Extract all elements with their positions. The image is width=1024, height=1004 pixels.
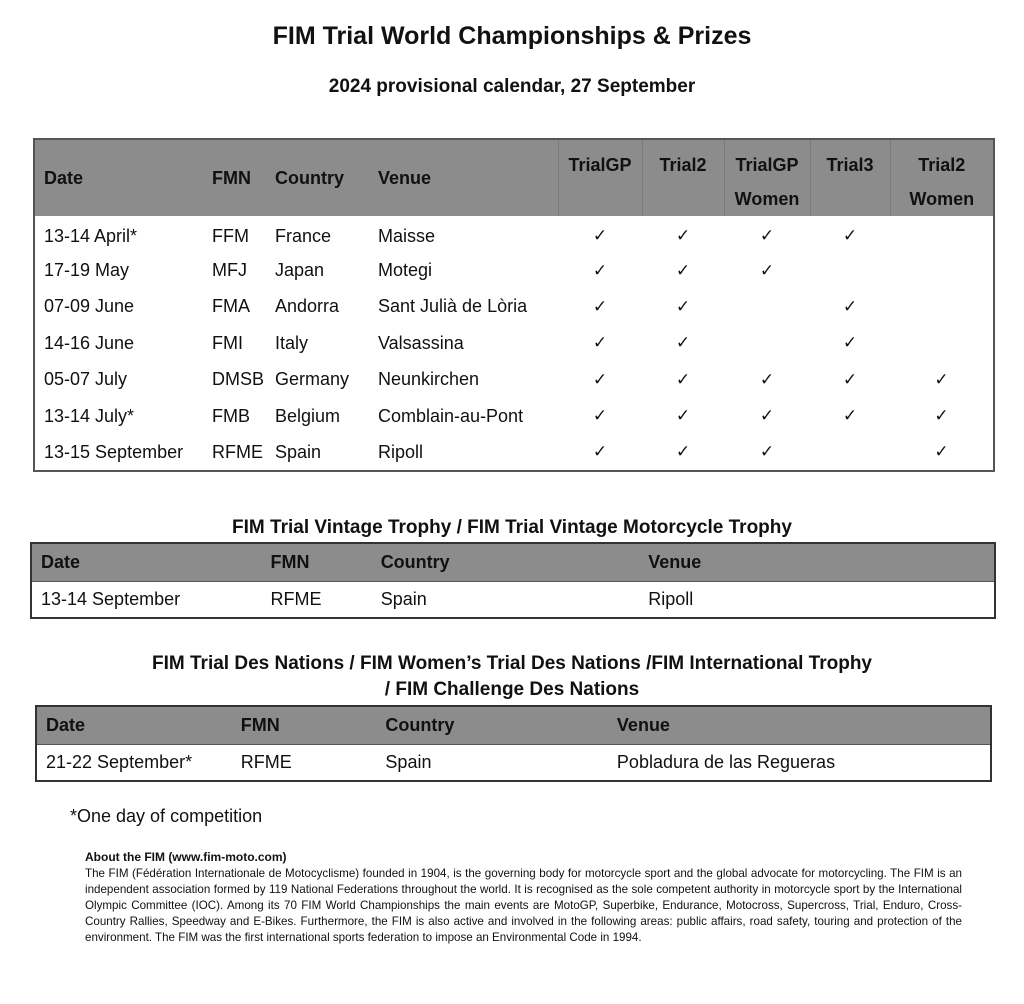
check-icon: ✓ xyxy=(759,226,775,246)
cell-country: Germany xyxy=(275,369,350,390)
check-icon: ✓ xyxy=(934,369,949,389)
nations-title-line2: / FIM Challenge Des Nations xyxy=(384,679,640,700)
table-row xyxy=(34,434,994,470)
cell-country: Japan xyxy=(275,260,325,281)
col-header-country: Country xyxy=(385,714,455,735)
cell-venue: Comblain-au-Pont xyxy=(378,405,524,426)
table-row xyxy=(31,581,995,618)
check-icon: ✓ xyxy=(592,369,608,389)
check-icon: ✓ xyxy=(934,442,949,462)
nations-title-line1: FIM Trial Des Nations / FIM Women’s Trial Des Nations /FIM International Trophy xyxy=(152,653,872,674)
vintage-header-row xyxy=(31,543,995,581)
cell-venue: Pobladura de las Regueras xyxy=(608,744,991,781)
cell-fmn: FMI xyxy=(212,332,243,353)
cell-venue: Valsassina xyxy=(378,332,464,353)
footnote: *One day of competition xyxy=(70,806,263,826)
col-header-fmn: FMN xyxy=(240,714,280,735)
vintage-trophy-table xyxy=(30,542,996,619)
cell-fmn: DMSB xyxy=(212,369,265,390)
check-icon: ✓ xyxy=(675,296,691,316)
col-header-trial3: Trial3 xyxy=(810,139,890,216)
check-icon xyxy=(810,252,890,288)
cell-date: 21-22 September* xyxy=(36,744,232,781)
cell-fmn: RFME xyxy=(261,581,371,618)
col-header-trialgp-women xyxy=(724,139,810,216)
championship-calendar-table xyxy=(33,138,995,472)
check-icon xyxy=(890,216,994,252)
cell-country: Spain xyxy=(372,581,640,618)
check-icon: ✓ xyxy=(759,442,775,462)
cell-fmn: FFM xyxy=(212,225,249,246)
calendar-header-row xyxy=(34,139,994,216)
about-paragraph: The FIM (Fédération Internationale de Motocyclisme) founded in 1904, is the governing body for motorcycle sport and the global advocate for motorcycling. The FIM is an independent association formed by 119 National Federations throughout the world. It is recognised as the sole competent authority in motorcycle sport by the International Olympic Committee (IOC). Among its 70 FIM World Championships the main events are MotoGP, Superbike, Endurance, Motocross, Supercross, Trial, Enduro, Cross-Country Rallies, Speedway and E-Bikes. Furthermore, the FIM is also active and involved in the following areas: public affairs, road safety, touring and protection of the environment. The FIM was the first international sports federation to impose an Environmental Code in 1994. xyxy=(85,867,962,944)
check-icon: ✓ xyxy=(592,442,608,462)
check-icon: ✓ xyxy=(592,406,608,426)
col-header-fmn: FMN xyxy=(270,551,310,572)
cell-venue: Maisse xyxy=(378,225,436,246)
col-header-trialgp-women-line2: Women xyxy=(734,189,800,209)
cell-date: 13-14 April* xyxy=(44,225,138,246)
cell-venue: Motegi xyxy=(378,260,433,281)
cell-country: France xyxy=(275,225,332,246)
cell-date: 13-15 September xyxy=(44,441,184,462)
check-icon: ✓ xyxy=(675,369,691,389)
cell-date: 13-14 September xyxy=(31,581,261,618)
col-header-country: Country xyxy=(380,551,450,572)
col-header-venue: Venue xyxy=(616,714,670,735)
cell-fmn: FMA xyxy=(212,296,250,317)
cell-country: Spain xyxy=(275,441,322,462)
check-icon: ✓ xyxy=(675,333,691,353)
cell-venue: Ripoll xyxy=(378,441,424,462)
col-header-trial2: Trial2 xyxy=(642,139,724,216)
vintage-section-title: FIM Trial Vintage Trophy / FIM Trial Vintage Motorcycle Trophy xyxy=(232,517,792,538)
check-icon xyxy=(810,434,890,470)
cell-date: 05-07 July xyxy=(44,369,128,390)
check-icon: ✓ xyxy=(592,296,608,316)
check-icon: ✓ xyxy=(842,369,858,389)
col-header-trial2-women xyxy=(890,139,994,216)
check-icon: ✓ xyxy=(592,260,608,280)
col-header-country: Country xyxy=(275,167,344,188)
nations-header-row xyxy=(36,706,991,744)
cell-fmn: RFME xyxy=(232,744,377,781)
check-icon xyxy=(724,325,810,361)
check-icon xyxy=(890,289,994,325)
check-icon: ✓ xyxy=(842,226,858,246)
check-icon: ✓ xyxy=(759,406,775,426)
table-row xyxy=(36,744,991,781)
table-row xyxy=(34,362,994,398)
col-header-venue: Venue xyxy=(378,167,432,188)
cell-date: 07-09 June xyxy=(44,296,135,317)
about-heading: About the FIM (www.fim-moto.com) xyxy=(85,850,287,864)
cell-country: Italy xyxy=(275,332,309,353)
check-icon xyxy=(724,289,810,325)
page-title: FIM Trial World Championships & Prizes xyxy=(272,22,752,50)
cell-date: 14-16 June xyxy=(44,332,135,353)
col-header-trial2-women-line2: Women xyxy=(909,189,975,209)
table-row xyxy=(34,398,994,434)
check-icon: ✓ xyxy=(675,406,691,426)
col-header-trialgp: TrialGP xyxy=(558,139,642,216)
check-icon xyxy=(890,252,994,288)
col-header-date: Date xyxy=(46,714,86,735)
col-header-date: Date xyxy=(41,551,81,572)
col-header-venue: Venue xyxy=(648,551,702,572)
cell-fmn: FMB xyxy=(212,405,250,426)
cell-country: Spain xyxy=(376,744,608,781)
cell-date: 17-19 May xyxy=(44,260,130,281)
check-icon: ✓ xyxy=(842,333,858,353)
cell-fmn: MFJ xyxy=(212,260,247,281)
cell-fmn: RFME xyxy=(212,441,263,462)
check-icon: ✓ xyxy=(675,226,691,246)
cell-date: 13-14 July* xyxy=(44,405,135,426)
table-row xyxy=(34,325,994,361)
check-icon: ✓ xyxy=(759,260,775,280)
check-icon xyxy=(890,325,994,361)
cell-venue: Sant Julià de Lòria xyxy=(378,296,528,317)
col-header-fmn: FMN xyxy=(212,167,251,188)
cell-venue: Ripoll xyxy=(639,581,995,618)
page-subtitle: 2024 provisional calendar, 27 September xyxy=(328,76,696,97)
check-icon: ✓ xyxy=(592,226,608,246)
nations-section-title xyxy=(0,651,1024,703)
check-icon: ✓ xyxy=(759,369,775,389)
check-icon: ✓ xyxy=(675,442,691,462)
cell-country: Andorra xyxy=(275,296,340,317)
check-icon: ✓ xyxy=(592,333,608,353)
check-icon: ✓ xyxy=(842,296,858,316)
table-row xyxy=(34,252,994,288)
cell-venue: Neunkirchen xyxy=(378,369,480,390)
cell-country: Belgium xyxy=(275,405,341,426)
check-icon: ✓ xyxy=(675,260,691,280)
table-row xyxy=(34,289,994,325)
check-icon: ✓ xyxy=(842,406,858,426)
col-header-trial2-women-line1: Trial2 xyxy=(918,155,966,175)
table-row xyxy=(34,216,994,252)
col-header-trialgp-women-line1: TrialGP xyxy=(735,155,799,175)
col-header-date: Date xyxy=(44,167,84,188)
des-nations-table xyxy=(35,705,992,782)
check-icon: ✓ xyxy=(934,406,949,426)
